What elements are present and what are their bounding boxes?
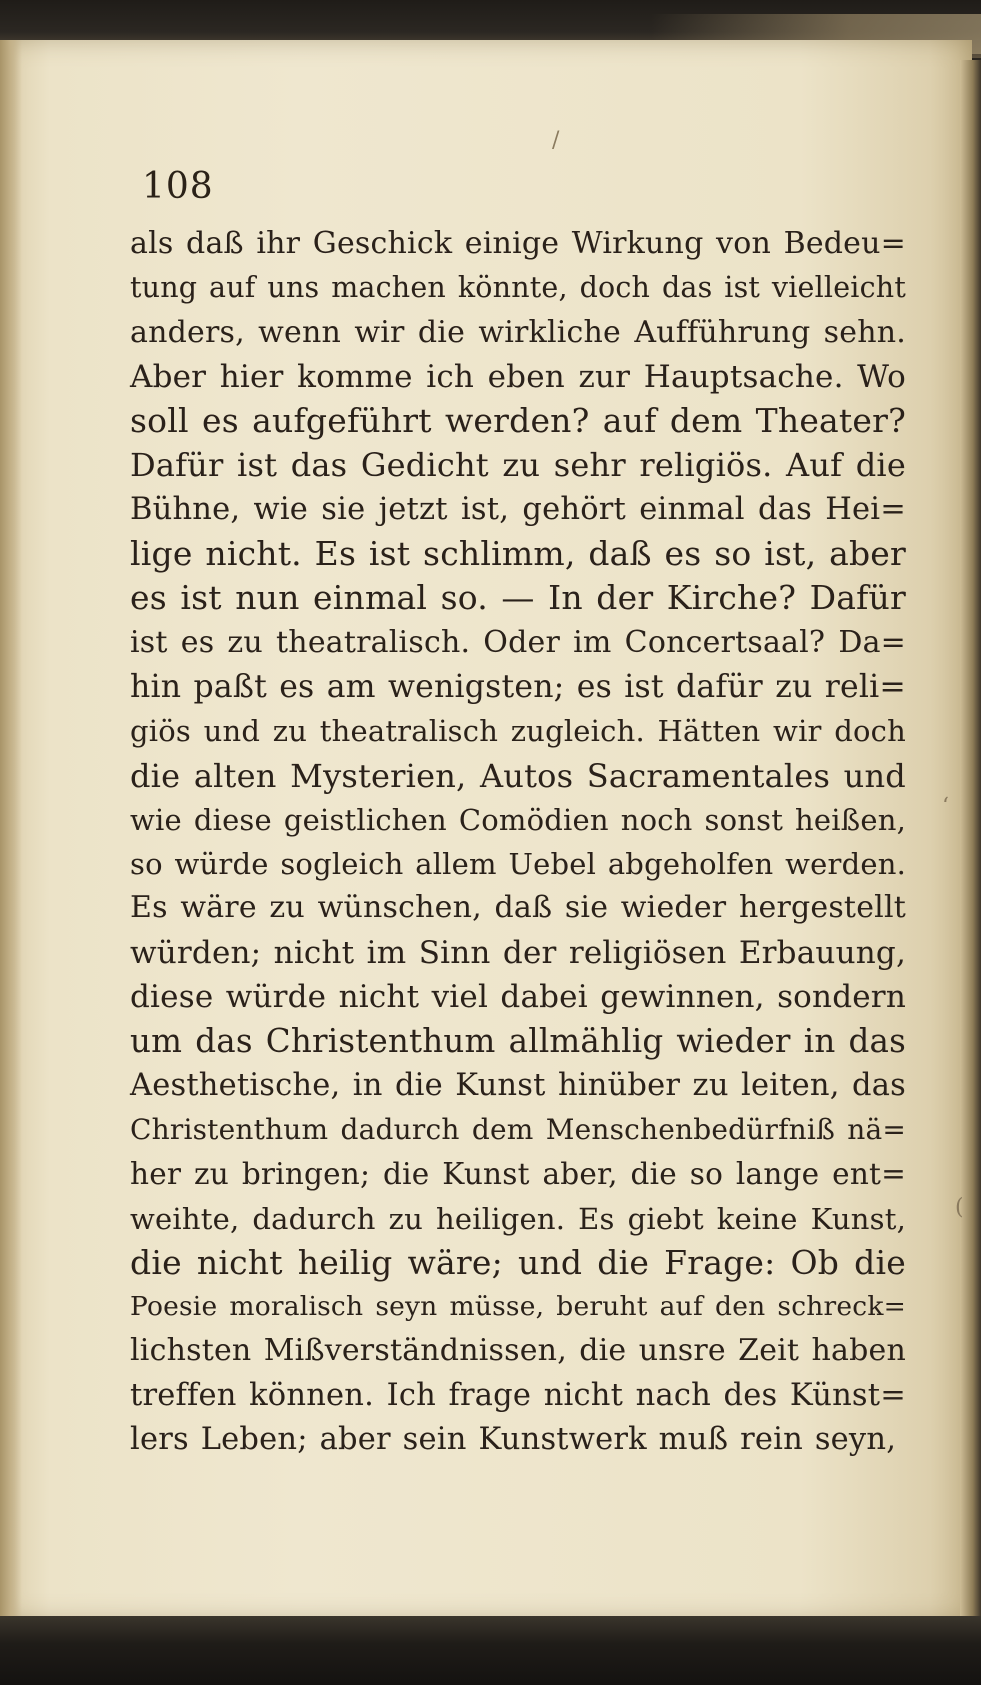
text-line: lige nicht. Es ist schlimm, daß es so ist, aber — [130, 534, 906, 574]
text-line: um das Christenthum allmählig wieder in das — [130, 1022, 906, 1061]
text-line: her zu bringen; die Kunst aber, die so lange ent= — [130, 1157, 906, 1192]
text-line: es ist nun einmal so. — In der Kirche? Dafür — [130, 578, 906, 618]
text-line: giös und zu theatralisch zugleich. Hätten wir doch — [130, 714, 906, 749]
text-line: Aesthetische, in die Kunst hinüber zu leiten, das — [130, 1067, 906, 1103]
text-line: soll es aufgeführt werden? auf dem Theater? — [130, 401, 906, 441]
text-line: Es wäre zu wünschen, daß sie wieder hergestellt — [130, 890, 906, 926]
body-text — [130, 222, 906, 1462]
page-left-edge — [0, 40, 22, 1620]
text-line: wie diese geistlichen Comödien noch sonst heißen, — [130, 802, 906, 837]
text-line: diese würde nicht viel dabei gewinnen, sondern — [130, 979, 906, 1016]
text-line: Dafür ist das Gedicht zu sehr religiös. Auf die — [130, 446, 906, 485]
text-line: würden; nicht im Sinn der religiösen Erbauung, — [130, 934, 906, 971]
stray-mark: ‘ — [942, 794, 949, 819]
text-line: tung auf uns machen könnte, doch das ist vielleicht — [130, 271, 906, 305]
text-line: als daß ihr Geschick einige Wirkung von Bedeu= — [130, 226, 906, 261]
page-number: 108 — [142, 166, 214, 207]
page-right-edge — [960, 60, 981, 1620]
text-line: treffen können. Ich frage nicht nach des Künst= — [130, 1377, 906, 1413]
text-line: so würde sogleich allem Uebel abgeholfen werden. — [130, 847, 906, 882]
scan-bottom-border — [0, 1616, 981, 1685]
text-line: anders, wenn wir die wirkliche Aufführung sehn. — [130, 314, 906, 350]
stray-mark: / — [552, 128, 560, 153]
text-line: weihte, dadurch zu heiligen. Es giebt keine Kunst, — [130, 1201, 906, 1236]
text-line: Poesie moralisch seyn müsse, beruht auf den schreck= — [130, 1291, 906, 1323]
text-line: ist es zu theatralisch. Oder im Concertsaal? Da= — [130, 624, 906, 660]
stray-mark: ( — [955, 1195, 964, 1220]
text-line: lers Leben; aber sein Kunstwerk muß rein seyn, — [130, 1422, 897, 1458]
text-line: die alten Mysterien, Autos Sacramentales und — [130, 756, 906, 795]
text-line: Christenthum dadurch dem Menschenbedürfniß nä= — [130, 1112, 906, 1146]
text-line: die nicht heilig wäre; und die Frage: Ob die — [130, 1242, 906, 1282]
text-line: lichsten Mißverständnissen, die unsre Zeit haben — [130, 1333, 906, 1369]
text-line: Aber hier komme ich eben zur Hauptsache. Wo — [130, 358, 906, 395]
text-line: Bühne, wie sie jetzt ist, gehört einmal das Hei= — [130, 491, 906, 527]
text-line: hin paßt es am wenigsten; es ist dafür zu reli= — [130, 668, 906, 705]
